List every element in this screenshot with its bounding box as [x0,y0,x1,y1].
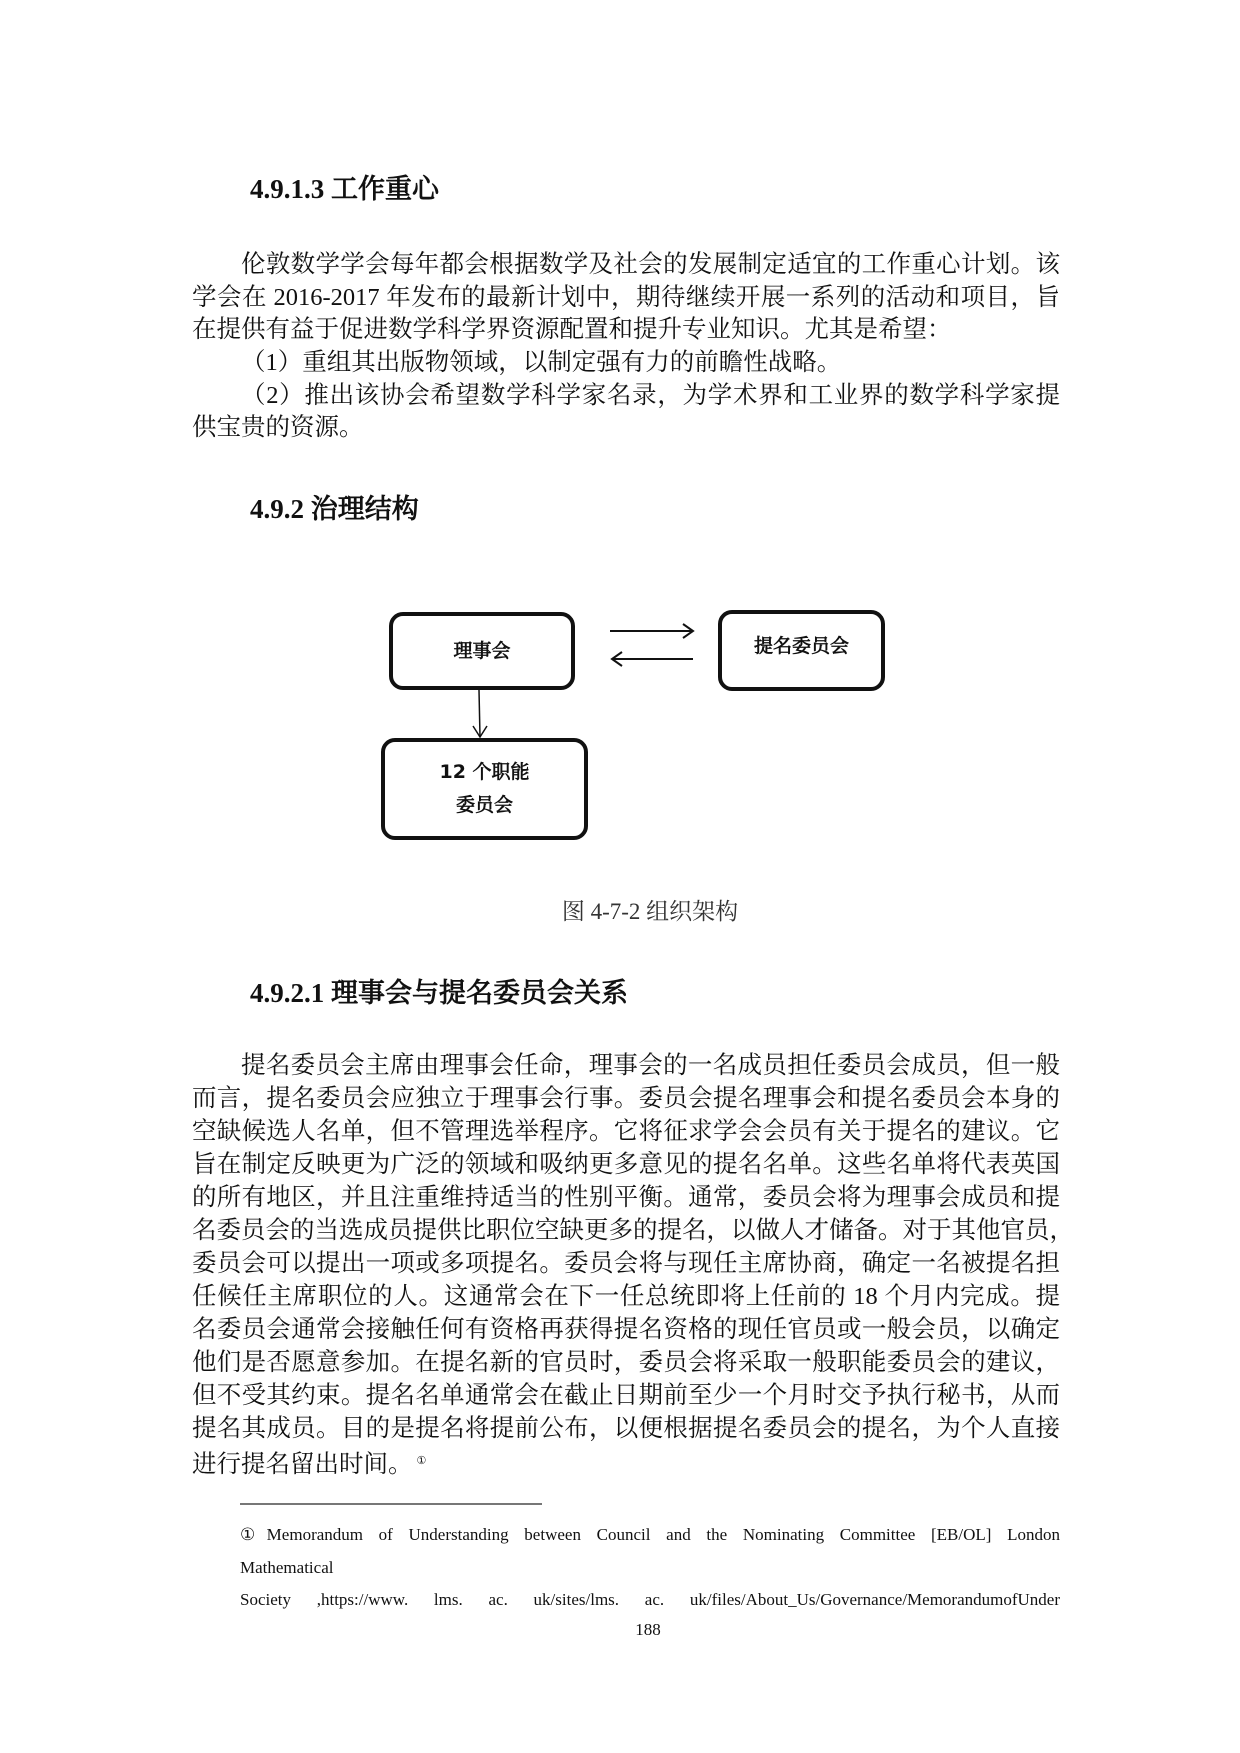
paragraph-line: 旨在制定反映更为广泛的领域和吸纳更多意见的提名名单。这些名单将代表英国 [192,1151,1060,1178]
figure-caption: 图 4-7-2 组织架构 [561,899,739,924]
paragraph-line: 学会在 2016-2017 年发布的最新计划中，期待继续开展一系列的活动和项目，旨 [192,283,1060,311]
paragraph-line: 而言，提名委员会应独立于理事会行事。委员会提名理事会和提名委员会本身的 [192,1085,1060,1112]
paragraph-line: 名委员会通常会接触任何有资格再获得提名资格的现任官员或一般会员，以确定 [192,1316,1060,1343]
paragraph-line: 提名委员会主席由理事会任命，理事会的一名成员担任委员会成员，但一般 [241,1052,1060,1079]
list-item: （1）重组其出版物领域，以制定强有力的前瞻性战略。 [241,349,842,377]
page-number: 188 [635,1620,661,1639]
paragraph-line: 的所有地区，并且注重维持适当的性别平衡。通常，委员会将为理事会成员和提 [192,1184,1060,1211]
arrow-right-icon [610,624,693,638]
paragraph-line-text: 进行提名留出时间。 [192,1451,413,1478]
council-label: 理事会 [453,639,511,662]
footnote-reference[interactable]: ① [416,1455,427,1467]
paragraph-line: 但不受其约束。提名名单通常会在截止日期前至少一个月时交予执行秘书，从而 [192,1382,1060,1409]
paragraph-line: 伦敦数学学会每年都会根据数学及社会的发展制定适宜的工作重心计划。该 [241,251,1060,278]
section-heading-4-9-2: 4.9.2 治理结构 [250,494,419,524]
arrow-down-icon [473,690,487,737]
functional-committees-label-line2: 委员会 [455,794,513,816]
arrow-left-icon [612,652,693,666]
footnote-line: ①Memorandum of Understanding between Council and the Nominating Committee [EB/OL] London [240,1525,1060,1544]
functional-committees-label-line1: 12 个职能 [439,761,530,783]
council-relationship-paragraph [192,1049,1074,1478]
footnote-url-line: Society ,https://www. lms. ac. uk/sites/lms. ac. uk/files/About_Us/Governance/MemorandumofUnder [240,1590,1060,1609]
section-heading-4-9-1-3: 4.9.1.3 工作重心 [250,174,439,204]
paragraph-line: 空缺候选人名单，但不管理选举程序。它将征求学会会员有关于提名的建议。它 [192,1118,1060,1145]
section-heading-4-9-2-1: 4.9.2.1 理事会与提名委员会关系 [250,978,628,1008]
footnote-line: Mathematical [240,1557,334,1577]
paragraph-line: 名委员会的当选成员提供比职位空缺更多的提名，以做人才储备。对于其他官员， [192,1217,1074,1244]
paragraph-line: 委员会可以提出一项或多项提名。委员会将与现任主席协商，确定一名被提名担 [192,1250,1060,1277]
paragraph-line: 任候任主席职位的人。这通常会在下一任总统即将上任前的 18 个月内完成。提 [192,1283,1060,1310]
nominating-committee-label: 提名委员会 [753,635,849,657]
footnote [240,1519,1060,1617]
paragraph-line [192,1445,1060,1478]
paragraph-line: 在提供有益于促进数学科学界资源配置和提升专业知识。尤其是希望： [192,316,952,344]
footnote-separator [240,1503,542,1505]
list-item: 供宝贵的资源。 [192,414,364,442]
paragraph-line: 提名其成员。目的是提名将提前公布，以便根据提名委员会的提名，为个人直接 [192,1415,1060,1442]
list-item: （2）推出该协会希望数学科学家名录，为学术界和工业界的数学科学家提 [241,381,1060,409]
paragraph-line: 他们是否愿意参加。在提名新的官员时，委员会将采取一般职能委员会的建议， [192,1349,1060,1376]
